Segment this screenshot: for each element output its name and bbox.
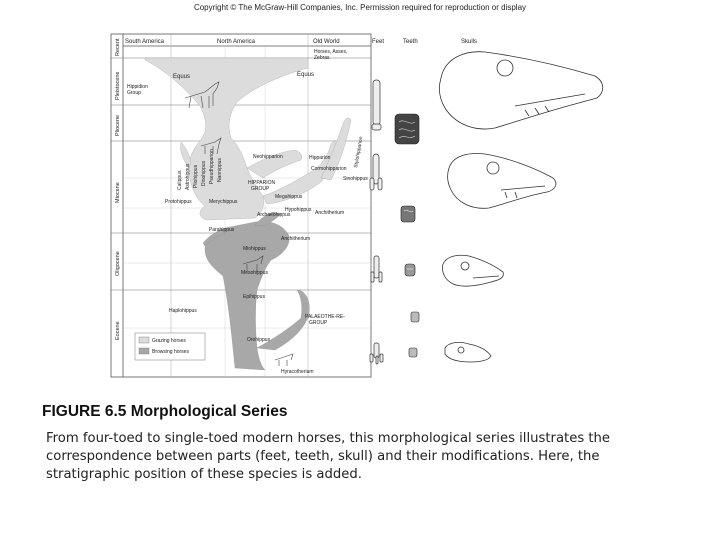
taxon-hypohippus: Hypohippus — [285, 207, 312, 213]
old-world-note-line1: Horses, Asses, — [314, 49, 348, 55]
taxon-vertical-2: Astrohippus — [185, 163, 191, 190]
taxon-neohipparion: Neohipparion — [253, 154, 283, 160]
copyright-notice: Copyright © The McGraw-Hill Companies, Inc. Permission required for reproduction or display — [193, 3, 527, 12]
taxon-palaeotheres-1: PALAEOTHE-RE- — [305, 314, 345, 320]
tooth-mesohippus — [405, 264, 415, 276]
taxon-equus-na: Equus — [297, 72, 315, 78]
taxon-hyracotherium: Hyracotherium — [281, 369, 314, 375]
region-old-world: Old World — [313, 39, 340, 45]
taxon-anchitherium-2: Anchitherium — [281, 236, 311, 242]
taxon-vertical-4: Dinohippus — [201, 160, 207, 186]
horse-evolution-figure — [105, 28, 625, 390]
skulls-column — [439, 52, 602, 362]
legend-grazing-label: Grazing horses — [152, 338, 186, 344]
epoch-oligocene: Oligocene — [115, 251, 121, 276]
region-south-america: South America — [125, 39, 165, 45]
old-world-note-line2: Zebras — [314, 55, 330, 61]
taxon-hipparion: Hipparion — [309, 155, 331, 161]
figure-caption-body: From four-toed to single-toed modern horses, this morphological series illustrates the correspondence between parts (feet, teeth, skull) and their modifications. Here, the stratigraphic position of these species is added. — [46, 431, 611, 482]
column-teeth: Teeth — [403, 39, 418, 45]
taxon-anchitherium: Anchitherium — [315, 210, 345, 216]
taxon-mesohippus: Mesohippus — [241, 270, 268, 276]
taxon-vertical-6: Nannippus — [217, 158, 223, 182]
taxon-hipparion-group-2: GROUP — [251, 186, 270, 192]
foot-hyracotherium — [370, 343, 383, 364]
legend-browsing-label: Browsing horses — [152, 349, 189, 355]
taxon-cormohipparion: Cormohipparion — [311, 166, 347, 172]
column-skulls: Skulls — [461, 39, 478, 45]
column-feet: Feet — [372, 39, 385, 45]
legend-grazing-swatch — [139, 337, 149, 343]
taxon-miohippus: Miohippus — [243, 246, 266, 252]
legend — [135, 333, 205, 360]
epoch-eocene: Eocene — [115, 321, 121, 340]
region-north-america: North America — [217, 39, 256, 45]
epoch-miocene: Miocene — [115, 182, 121, 203]
foot-mesohippus — [371, 256, 382, 282]
grazing-lineage — [145, 58, 351, 220]
skull-equus — [439, 52, 602, 129]
taxon-archaeohippus: Archaeohippus — [257, 212, 291, 218]
taxon-palaeotheres-2: GROUP — [309, 320, 328, 326]
taxon-vertical-3: Pliohippus — [193, 164, 199, 188]
feet-column — [370, 80, 383, 364]
taxon-equus-sa: Equus — [173, 74, 191, 80]
legend-browsing-swatch — [139, 348, 149, 354]
skull-mesohippus — [442, 255, 503, 286]
tooth-hyracotherium — [409, 312, 419, 357]
taxon-haplohippus: Haplohippus — [169, 308, 197, 314]
taxon-protohippus: Protohippus — [165, 199, 192, 205]
skull-hyracotherium — [445, 342, 491, 362]
taxon-vertical-5: Pseudhipparion — [209, 149, 215, 184]
figure-caption-title: FIGURE 6.5 Morphological Series — [42, 403, 288, 420]
tooth-equus — [395, 114, 419, 144]
taxon-merychippus: Merychippus — [209, 199, 238, 205]
foot-equus — [372, 80, 381, 130]
taxon-epihippus: Epihippus — [243, 294, 265, 300]
taxon-stylohipparion: Stylohipparion — [353, 136, 365, 169]
taxon-hippidion-2: Group — [127, 90, 141, 96]
epoch-recent: Recent — [115, 38, 121, 56]
taxon-parahippus: Parahippus — [209, 227, 235, 233]
taxon-vertical-1: Calippus — [177, 170, 183, 190]
foot-merychippus — [370, 154, 382, 190]
taxon-hipparion-group-1: HIPPARION — [248, 180, 276, 186]
taxon-hippidion-1: Hippidion — [127, 84, 148, 90]
taxon-megahippus: Megahippus — [275, 194, 303, 200]
teeth-column — [395, 114, 419, 357]
horse-silhouette-hyracotherium — [275, 354, 293, 366]
tooth-merychippus — [401, 206, 415, 222]
skull-merychippus — [448, 154, 556, 209]
taxon-orohippus: Orohippus — [247, 337, 271, 343]
epoch-pliocene: Pliocene — [115, 114, 121, 136]
taxon-sinohippus: Sinohippus — [343, 176, 368, 182]
epoch-pleistocene: Pleistocene — [115, 71, 121, 100]
